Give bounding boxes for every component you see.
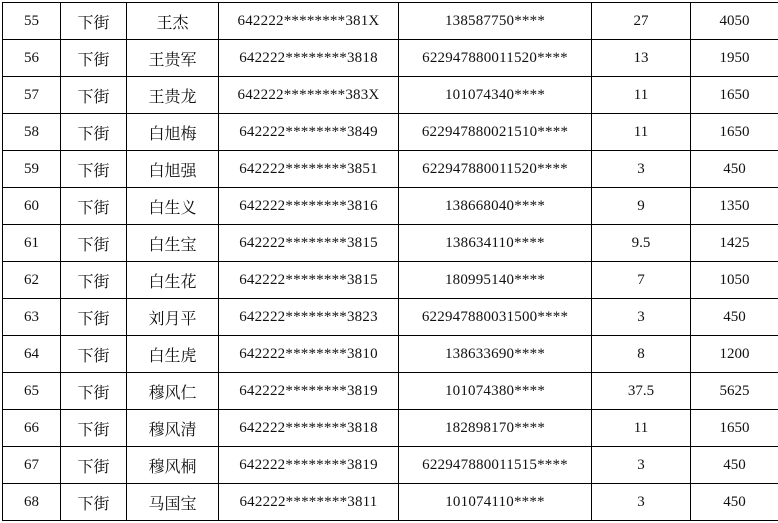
- cell-amount: 3: [592, 151, 691, 188]
- table-row: [3, 114, 778, 151]
- table-row: [3, 262, 778, 299]
- table-row: [3, 373, 778, 410]
- cell-subsidy: 1350: [691, 188, 778, 225]
- cell-account-number: 138668040****: [399, 188, 592, 225]
- table-row: [3, 410, 778, 447]
- cell-village: 下街: [61, 225, 127, 262]
- cell-subsidy: 4050: [691, 3, 778, 40]
- cell-id-number: 642222********3811: [219, 484, 399, 521]
- cell-name: 白生义: [127, 188, 219, 225]
- cell-amount: 9: [592, 188, 691, 225]
- cell-row-number: 65: [3, 373, 61, 410]
- cell-row-number: 63: [3, 299, 61, 336]
- table-row: [3, 299, 778, 336]
- cell-name: 白生宝: [127, 225, 219, 262]
- table-row: [3, 3, 778, 40]
- cell-subsidy: 1050: [691, 262, 778, 299]
- cell-id-number: 642222********3851: [219, 151, 399, 188]
- table-row: [3, 40, 778, 77]
- table-row: [3, 151, 778, 188]
- cell-row-number: 64: [3, 336, 61, 373]
- cell-village: 下街: [61, 77, 127, 114]
- cell-subsidy: 1200: [691, 336, 778, 373]
- cell-amount: 11: [592, 114, 691, 151]
- cell-account-number: 138587750****: [399, 3, 592, 40]
- cell-id-number: 642222********3849: [219, 114, 399, 151]
- cell-name: 王贵军: [127, 40, 219, 77]
- cell-subsidy: 1650: [691, 410, 778, 447]
- cell-name: 穆风桐: [127, 447, 219, 484]
- cell-account-number: 101074340****: [399, 77, 592, 114]
- cell-amount: 11: [592, 77, 691, 114]
- cell-village: 下街: [61, 373, 127, 410]
- cell-account-number: 101074110****: [399, 484, 592, 521]
- cell-row-number: 59: [3, 151, 61, 188]
- cell-id-number: 642222********3819: [219, 373, 399, 410]
- cell-row-number: 61: [3, 225, 61, 262]
- cell-id-number: 642222********3815: [219, 262, 399, 299]
- cell-amount: 8: [592, 336, 691, 373]
- cell-name: 王贵龙: [127, 77, 219, 114]
- cell-name: 刘月平: [127, 299, 219, 336]
- cell-subsidy: 1650: [691, 114, 778, 151]
- cell-amount: 13: [592, 40, 691, 77]
- cell-name: 白旭梅: [127, 114, 219, 151]
- cell-row-number: 56: [3, 40, 61, 77]
- cell-amount: 3: [592, 447, 691, 484]
- cell-village: 下街: [61, 447, 127, 484]
- cell-subsidy: 1950: [691, 40, 778, 77]
- cell-name: 马国宝: [127, 484, 219, 521]
- table-row: [3, 336, 778, 373]
- table-row: [3, 225, 778, 262]
- table-row: [3, 447, 778, 484]
- cell-id-number: 642222********3810: [219, 336, 399, 373]
- cell-id-number: 642222********3818: [219, 410, 399, 447]
- cell-village: 下街: [61, 299, 127, 336]
- cell-id-number: 642222********3818: [219, 40, 399, 77]
- cell-row-number: 68: [3, 484, 61, 521]
- cell-subsidy: 450: [691, 151, 778, 188]
- cell-name: 白旭强: [127, 151, 219, 188]
- cell-name: 穆风清: [127, 410, 219, 447]
- cell-name: 白生花: [127, 262, 219, 299]
- cell-account-number: 101074380****: [399, 373, 592, 410]
- data-table: [2, 2, 778, 521]
- cell-amount: 9.5: [592, 225, 691, 262]
- cell-subsidy: 450: [691, 299, 778, 336]
- cell-amount: 3: [592, 299, 691, 336]
- table-body: [3, 3, 778, 521]
- cell-village: 下街: [61, 151, 127, 188]
- cell-id-number: 642222********381X: [219, 3, 399, 40]
- cell-name: 白生虎: [127, 336, 219, 373]
- cell-subsidy: 1425: [691, 225, 778, 262]
- table-row: [3, 484, 778, 521]
- cell-row-number: 60: [3, 188, 61, 225]
- cell-account-number: 622947880011515****: [399, 447, 592, 484]
- cell-id-number: 642222********3815: [219, 225, 399, 262]
- cell-account-number: 622947880031500****: [399, 299, 592, 336]
- cell-row-number: 62: [3, 262, 61, 299]
- cell-village: 下街: [61, 484, 127, 521]
- cell-village: 下街: [61, 410, 127, 447]
- cell-subsidy: 450: [691, 447, 778, 484]
- cell-account-number: 622947880021510****: [399, 114, 592, 151]
- table-row: [3, 188, 778, 225]
- cell-row-number: 55: [3, 3, 61, 40]
- cell-amount: 11: [592, 410, 691, 447]
- cell-village: 下街: [61, 336, 127, 373]
- cell-row-number: 67: [3, 447, 61, 484]
- cell-subsidy: 450: [691, 484, 778, 521]
- cell-subsidy: 1650: [691, 77, 778, 114]
- cell-id-number: 642222********3816: [219, 188, 399, 225]
- cell-id-number: 642222********383X: [219, 77, 399, 114]
- cell-amount: 7: [592, 262, 691, 299]
- cell-village: 下街: [61, 40, 127, 77]
- cell-id-number: 642222********3819: [219, 447, 399, 484]
- cell-account-number: 622947880011520****: [399, 40, 592, 77]
- cell-subsidy: 5625: [691, 373, 778, 410]
- cell-account-number: 138633690****: [399, 336, 592, 373]
- cell-row-number: 58: [3, 114, 61, 151]
- cell-row-number: 66: [3, 410, 61, 447]
- cell-account-number: 180995140****: [399, 262, 592, 299]
- cell-amount: 3: [592, 484, 691, 521]
- cell-name: 穆风仁: [127, 373, 219, 410]
- cell-amount: 27: [592, 3, 691, 40]
- cell-id-number: 642222********3823: [219, 299, 399, 336]
- cell-name: 王杰: [127, 3, 219, 40]
- cell-village: 下街: [61, 188, 127, 225]
- table-row: [3, 77, 778, 114]
- cell-row-number: 57: [3, 77, 61, 114]
- cell-account-number: 138634110****: [399, 225, 592, 262]
- cell-amount: 37.5: [592, 373, 691, 410]
- cell-village: 下街: [61, 114, 127, 151]
- cell-village: 下街: [61, 262, 127, 299]
- cell-account-number: 622947880011520****: [399, 151, 592, 188]
- cell-account-number: 182898170****: [399, 410, 592, 447]
- cell-village: 下街: [61, 3, 127, 40]
